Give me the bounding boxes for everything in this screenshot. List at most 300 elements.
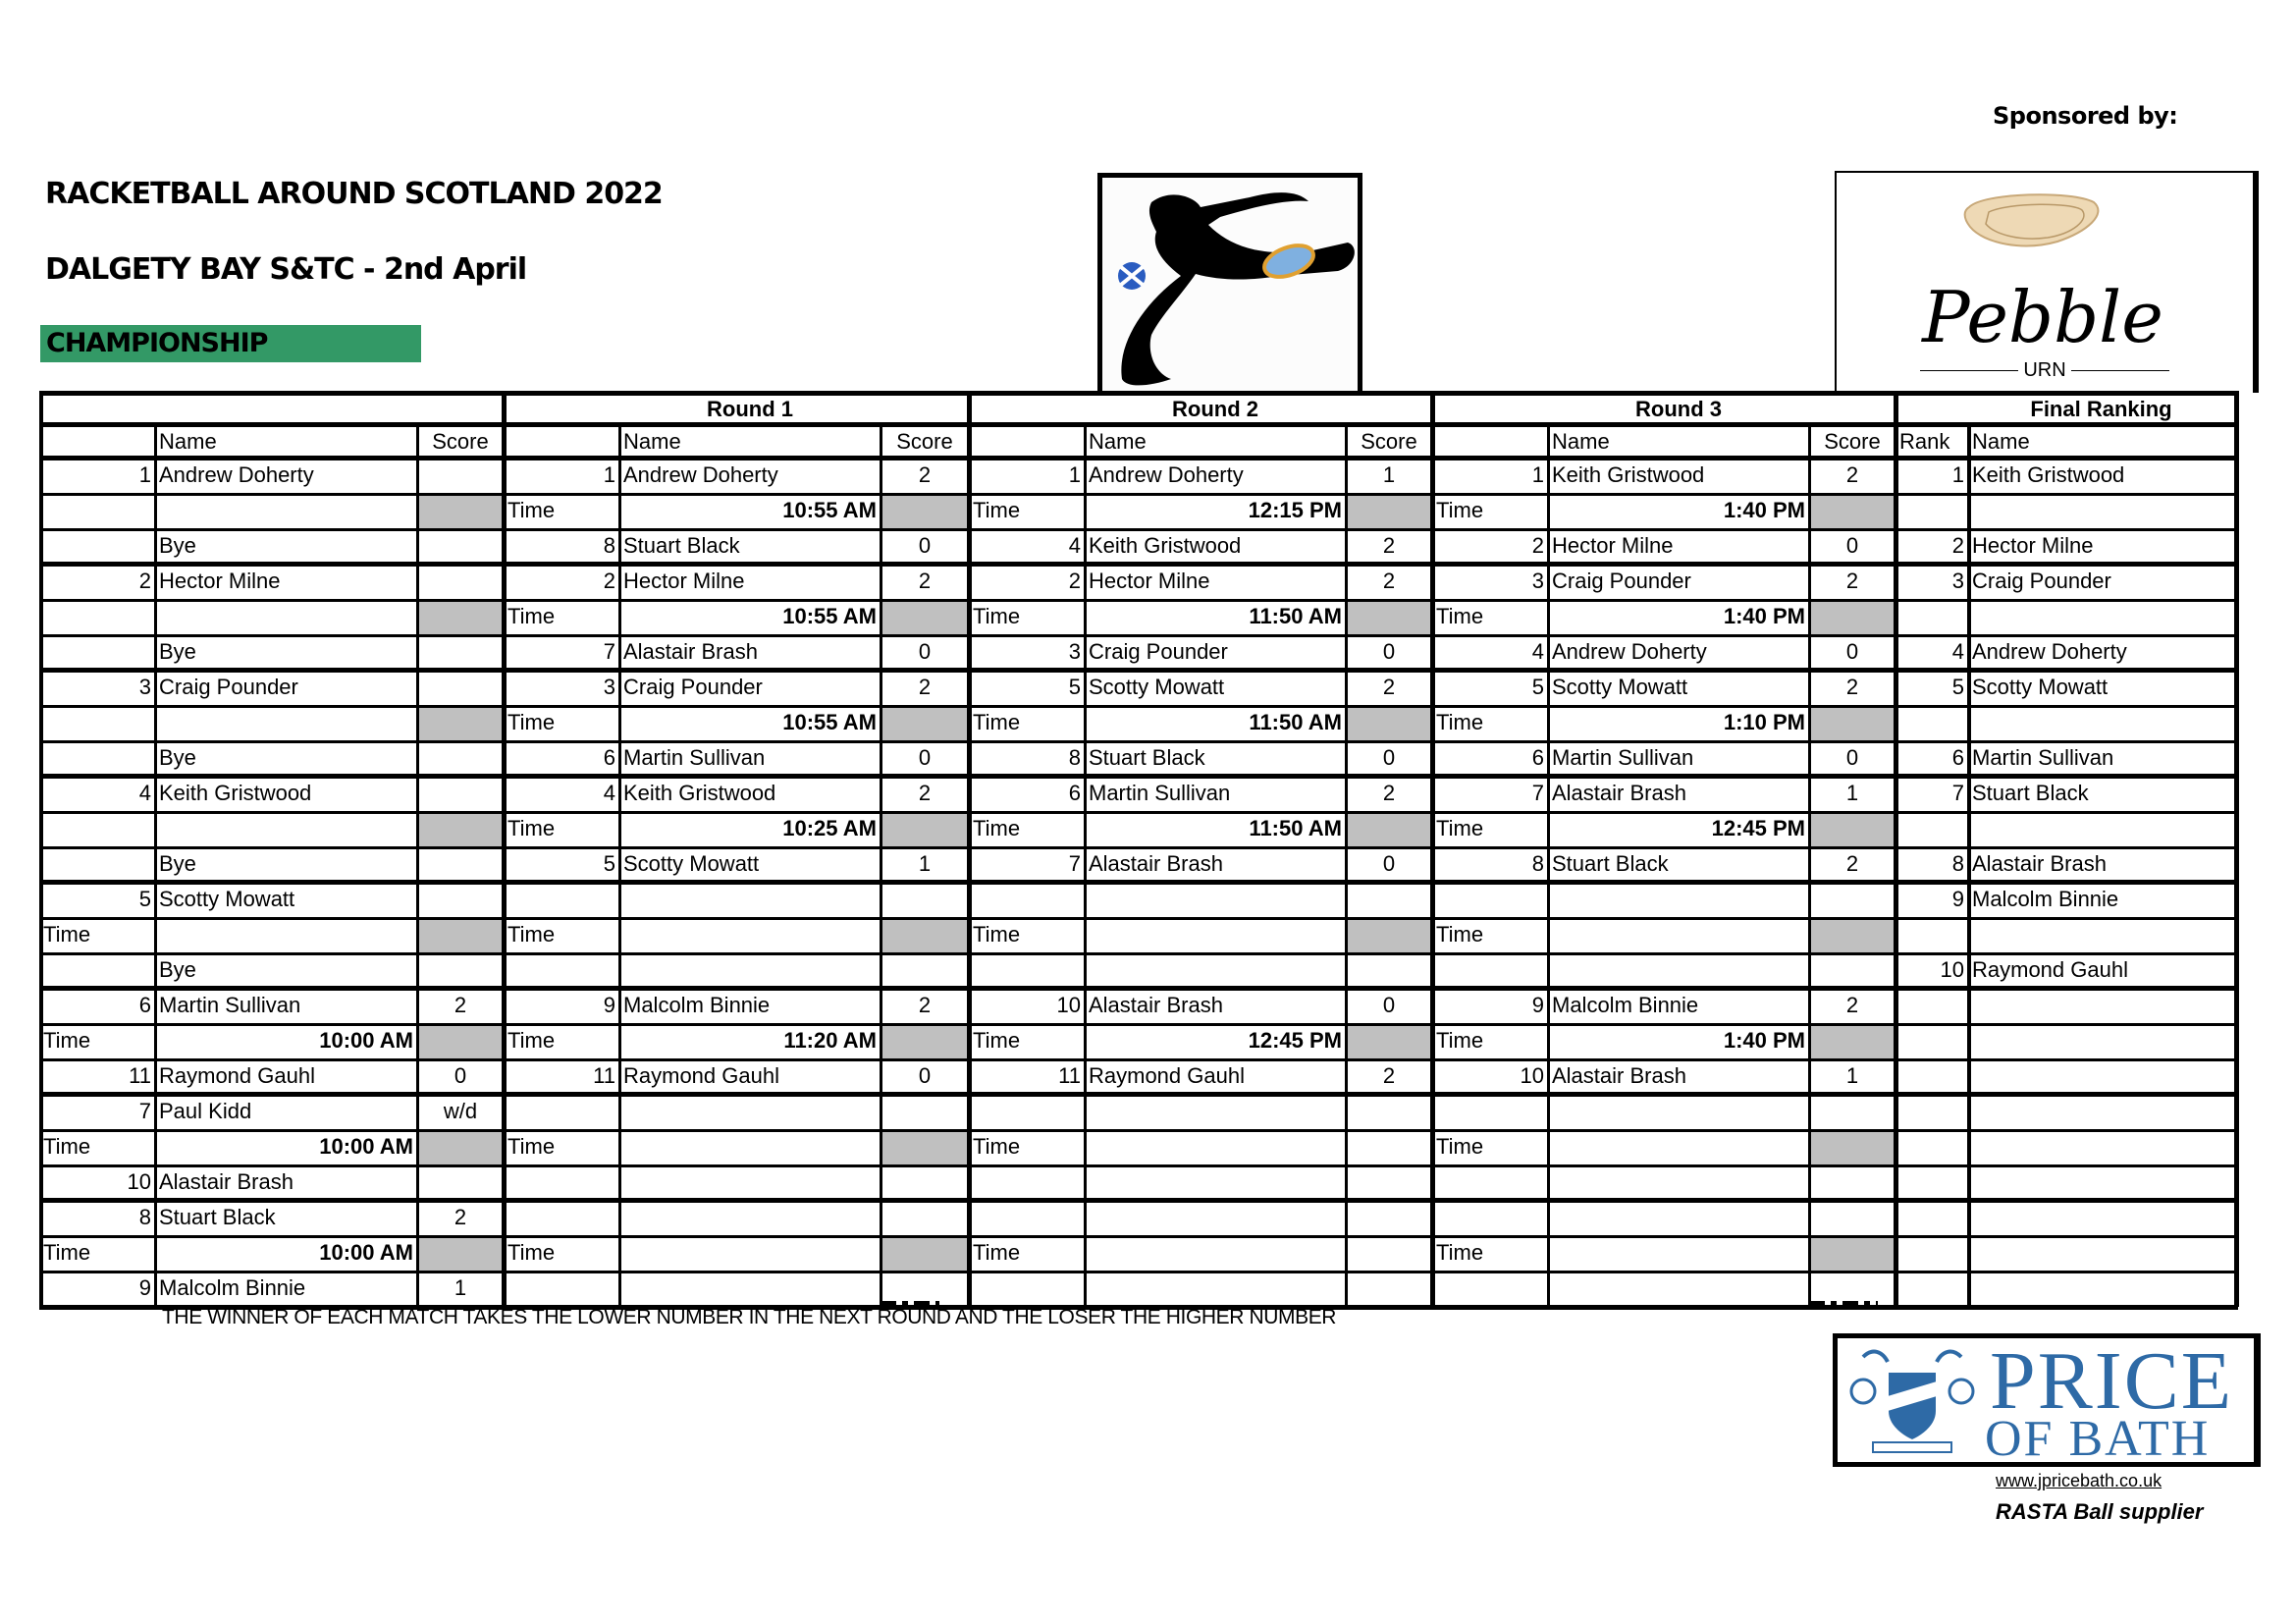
match-time[interactable]: 10:00 AM: [319, 1028, 413, 1053]
player-score[interactable]: 2: [1382, 1063, 1396, 1088]
final-ranking-name: Stuart Black: [1972, 781, 2089, 805]
seed-number: 9: [603, 993, 615, 1017]
player-name[interactable]: [619, 1165, 881, 1201]
player-score[interactable]: [1809, 953, 1896, 989]
time-label: Time: [973, 498, 1021, 522]
time-label: Time: [1436, 498, 1484, 522]
final-rank: [1896, 706, 1968, 741]
player-score[interactable]: 0: [918, 1063, 932, 1088]
score-column-header: Score: [896, 429, 953, 454]
match-time[interactable]: [619, 918, 881, 953]
pebble-urn-label: [1837, 359, 2253, 382]
match-time[interactable]: 10:55 AM: [782, 604, 877, 628]
match-time[interactable]: 12:15 PM: [1248, 498, 1342, 522]
player-score[interactable]: [417, 635, 504, 671]
player-score[interactable]: 0: [454, 1063, 467, 1088]
seed-number: [504, 1165, 619, 1201]
final-ranking-name: [1968, 1272, 2234, 1307]
seed-number: 1: [1068, 462, 1081, 487]
player-name[interactable]: [1085, 883, 1346, 918]
player-name[interactable]: Alastair Brash: [1552, 781, 1686, 805]
final-rank: [1896, 494, 1968, 529]
final-ranking-name: [1968, 1095, 2234, 1130]
seed-number: 3: [1068, 639, 1081, 664]
seed-number: 5: [1531, 675, 1544, 699]
seed-number: 7: [603, 639, 615, 664]
player-score[interactable]: 2: [1382, 675, 1396, 699]
player-name[interactable]: Scotty Mowatt: [1552, 675, 1688, 699]
match-time[interactable]: [155, 600, 417, 635]
final-ranking-name: [1968, 812, 2234, 847]
player-name[interactable]: [1085, 1165, 1346, 1201]
final-ranking-name: Malcolm Binnie: [1972, 887, 2119, 911]
time-label: Time: [507, 922, 556, 947]
player-name[interactable]: [619, 1095, 881, 1130]
grid-line: [39, 705, 2238, 708]
player-name[interactable]: Martin Sullivan: [1089, 781, 1231, 805]
score-blank-cell: [882, 1238, 968, 1271]
score-blank-cell: [419, 708, 503, 740]
player-name[interactable]: [619, 883, 881, 918]
seed-number: 11: [129, 1063, 151, 1088]
name-column-header: Name: [1552, 429, 1610, 454]
player-score[interactable]: [417, 565, 504, 600]
seed-number: [504, 1201, 619, 1236]
player-name[interactable]: Craig Pounder: [159, 675, 298, 699]
match-time[interactable]: 1:40 PM: [1723, 1028, 1805, 1053]
seed-number: 11: [593, 1063, 615, 1088]
player-score[interactable]: 1: [918, 851, 932, 876]
player-score[interactable]: [417, 953, 504, 989]
seed-number: 5: [603, 851, 615, 876]
player-name[interactable]: Martin Sullivan: [159, 993, 301, 1017]
player-name[interactable]: Bye: [159, 639, 196, 664]
player-score[interactable]: [881, 1095, 969, 1130]
player-name[interactable]: [1085, 1095, 1346, 1130]
match-time[interactable]: 10:00 AM: [319, 1240, 413, 1265]
player-name[interactable]: Craig Pounder: [623, 675, 763, 699]
final-ranking-name: Andrew Doherty: [1972, 639, 2127, 664]
svg-text:Pebble: Pebble: [1922, 276, 2163, 358]
seed-number: 8: [138, 1205, 151, 1229]
seed-number: [504, 953, 619, 989]
score-blank-cell: [882, 814, 968, 846]
player-score[interactable]: [881, 1201, 969, 1236]
match-time[interactable]: 10:55 AM: [782, 498, 877, 522]
seed-number: [39, 847, 155, 883]
seed-number: 2: [603, 568, 615, 593]
seed-number: [1432, 1165, 1548, 1201]
score-column-header: Score: [432, 429, 489, 454]
grid-line: [39, 562, 2238, 567]
player-score[interactable]: [881, 883, 969, 918]
seed-number: 6: [138, 993, 151, 1017]
player-name[interactable]: Bye: [159, 851, 196, 876]
player-score[interactable]: [417, 671, 504, 706]
grid-line: [1547, 425, 1550, 1307]
player-name[interactable]: Stuart Black: [1089, 745, 1205, 770]
match-time[interactable]: [1548, 918, 1809, 953]
player-score[interactable]: 2: [918, 568, 932, 593]
final-ranking-name: Keith Gristwood: [1972, 462, 2125, 487]
time-label: Time: [1436, 922, 1484, 947]
player-name[interactable]: Scotty Mowatt: [159, 887, 295, 911]
seed-number: [969, 1201, 1085, 1236]
player-score[interactable]: [1346, 883, 1432, 918]
score-blank-cell: [1811, 1238, 1895, 1271]
pebble-logo-icon: [1837, 173, 2249, 359]
score-blank-cell: [1811, 1132, 1895, 1164]
grid-line: [39, 634, 2238, 637]
player-score[interactable]: 0: [918, 745, 932, 770]
grid-line: [39, 917, 2238, 920]
player-name[interactable]: Stuart Black: [623, 533, 740, 558]
score-blank-cell: [1811, 496, 1895, 528]
seed-number: [1432, 1272, 1548, 1307]
final-rank: 6: [1951, 745, 1964, 770]
player-score[interactable]: 0: [1382, 745, 1396, 770]
seed-number: 9: [1531, 993, 1544, 1017]
name-column-header: Name: [159, 429, 217, 454]
bracket-table: [39, 391, 2262, 1308]
player-score[interactable]: 0: [1382, 993, 1396, 1017]
match-time[interactable]: [155, 494, 417, 529]
time-label: Time: [1436, 1240, 1484, 1265]
match-time[interactable]: 11:50 AM: [1249, 710, 1342, 734]
player-name[interactable]: Scotty Mowatt: [1089, 675, 1225, 699]
final-ranking-name: [1968, 600, 2234, 635]
final-rank: 2: [1951, 533, 1964, 558]
time-label: Time: [43, 1134, 91, 1159]
player-score[interactable]: 2: [1845, 462, 1859, 487]
player-name[interactable]: [619, 1201, 881, 1236]
player-score[interactable]: 2: [1845, 675, 1859, 699]
final-ranking-name: [1968, 1059, 2234, 1095]
time-label: Time: [1436, 604, 1484, 628]
match-time[interactable]: [1548, 1236, 1809, 1272]
player-score[interactable]: 1: [1845, 1063, 1859, 1088]
seed-number: 9: [138, 1275, 151, 1300]
player-score[interactable]: [417, 741, 504, 777]
final-rank: [1896, 600, 1968, 635]
sponsor-website-link[interactable]: www.jpricebath.co.uk: [1996, 1471, 2163, 1490]
player-score[interactable]: [417, 883, 504, 918]
player-score[interactable]: 1: [454, 1275, 467, 1300]
player-name[interactable]: Raymond Gauhl: [1089, 1063, 1245, 1088]
player-score[interactable]: [1346, 1272, 1432, 1307]
player-score[interactable]: 2: [454, 993, 467, 1017]
rank-column-header: Rank: [1899, 429, 1950, 454]
grid-line: [39, 1271, 2238, 1273]
player-score[interactable]: 2: [918, 781, 932, 805]
player-name[interactable]: Andrew Doherty: [1552, 639, 1707, 664]
player-name[interactable]: [1548, 1201, 1809, 1236]
player-name[interactable]: [619, 1272, 881, 1307]
player-name[interactable]: Malcolm Binnie: [1552, 993, 1699, 1017]
player-name[interactable]: Alastair Brash: [159, 1169, 294, 1194]
racketball-logo: [1097, 173, 1362, 391]
match-time[interactable]: [1085, 1236, 1346, 1272]
player-name[interactable]: Alastair Brash: [1089, 851, 1223, 876]
player-score[interactable]: [881, 953, 969, 989]
final-rank: [1896, 1130, 1968, 1165]
player-score[interactable]: [1809, 1201, 1896, 1236]
event-subtitle: DALGETY BAY S&TC - 2nd April: [45, 252, 527, 287]
player-score[interactable]: 2: [1845, 851, 1859, 876]
score-blank-cell: [1811, 920, 1895, 952]
round-header: Final Ranking: [2030, 397, 2172, 421]
grid-line: [1967, 425, 1971, 1307]
final-rank: 3: [1951, 568, 1964, 593]
time-label: Time: [507, 1028, 556, 1053]
time-label: Time: [507, 710, 556, 734]
player-name[interactable]: Bye: [159, 533, 196, 558]
time-label: Time: [973, 1028, 1021, 1053]
match-time[interactable]: 1:40 PM: [1723, 604, 1805, 628]
score-blank-cell: [419, 814, 503, 846]
player-score[interactable]: [1346, 1165, 1432, 1201]
player-score[interactable]: 2: [1382, 781, 1396, 805]
player-score[interactable]: [417, 847, 504, 883]
bracket-dash: [417, 986, 498, 991]
grid-line: [39, 880, 2238, 885]
player-name[interactable]: Raymond Gauhl: [159, 1063, 315, 1088]
seed-number: 4: [1068, 533, 1081, 558]
time-label: Time: [43, 922, 91, 947]
player-name[interactable]: [1548, 953, 1809, 989]
player-name[interactable]: [1085, 953, 1346, 989]
time-label: Time: [1436, 816, 1484, 840]
player-name[interactable]: [1548, 883, 1809, 918]
seed-number: 3: [138, 675, 151, 699]
player-name[interactable]: Bye: [159, 957, 196, 982]
match-time[interactable]: [619, 1130, 881, 1165]
player-score[interactable]: 0: [918, 533, 932, 558]
grid-line: [39, 1023, 2238, 1026]
player-score[interactable]: 2: [454, 1205, 467, 1229]
player-name[interactable]: [1085, 1201, 1346, 1236]
player-score[interactable]: 2: [1382, 568, 1396, 593]
seed-number: 1: [138, 462, 151, 487]
seed-number: [39, 635, 155, 671]
match-time[interactable]: 10:55 AM: [782, 710, 877, 734]
time-label: Time: [973, 1240, 1021, 1265]
grid-line: [39, 952, 2238, 955]
seed-number: 7: [1068, 851, 1081, 876]
match-time[interactable]: 12:45 PM: [1711, 816, 1805, 840]
bracket-dash: [1432, 562, 1809, 567]
grid-line: [1808, 425, 1811, 1307]
match-time[interactable]: [1085, 918, 1346, 953]
player-name[interactable]: Keith Gristwood: [1089, 533, 1242, 558]
match-time[interactable]: [155, 918, 417, 953]
player-name[interactable]: Alastair Brash: [1552, 1063, 1686, 1088]
player-name[interactable]: Andrew Doherty: [1089, 462, 1244, 487]
player-name[interactable]: Hector Milne: [1089, 568, 1210, 593]
grid-line: [154, 425, 157, 1307]
match-time[interactable]: [1085, 1130, 1346, 1165]
player-name[interactable]: Andrew Doherty: [159, 462, 314, 487]
player-name[interactable]: Martin Sullivan: [1552, 745, 1694, 770]
match-time[interactable]: 1:40 PM: [1723, 498, 1805, 522]
seed-number: [1432, 883, 1548, 918]
match-time[interactable]: [619, 1236, 881, 1272]
grid-line: [1084, 425, 1087, 1307]
player-score[interactable]: [417, 529, 504, 565]
player-score[interactable]: [1809, 883, 1896, 918]
player-name[interactable]: Stuart Black: [159, 1205, 276, 1229]
player-score[interactable]: 0: [1845, 745, 1859, 770]
final-ranking-name: [1968, 1201, 2234, 1236]
time-label: Time: [973, 816, 1021, 840]
seed-number: 7: [138, 1099, 151, 1123]
match-time[interactable]: 10:00 AM: [319, 1134, 413, 1159]
match-time[interactable]: [155, 706, 417, 741]
seed-number: 3: [1531, 568, 1544, 593]
player-score[interactable]: w/d: [443, 1099, 478, 1123]
grid-line: [1345, 425, 1348, 1307]
player-name[interactable]: Malcolm Binnie: [623, 993, 771, 1017]
player-name[interactable]: [1548, 1272, 1809, 1307]
player-name[interactable]: Alastair Brash: [623, 639, 758, 664]
score-blank-cell: [882, 496, 968, 528]
match-time[interactable]: 1:10 PM: [1723, 710, 1805, 734]
grid-line: [39, 422, 2238, 427]
player-name[interactable]: Bye: [159, 745, 196, 770]
player-name[interactable]: Andrew Doherty: [623, 462, 778, 487]
price-of-bath-logo: [1833, 1333, 2261, 1467]
final-ranking-name: Raymond Gauhl: [1972, 957, 2128, 982]
score-blank-cell: [1348, 708, 1431, 740]
player-name[interactable]: Paul Kidd: [159, 1099, 252, 1123]
match-time[interactable]: 11:20 AM: [783, 1028, 877, 1053]
match-time[interactable]: [155, 812, 417, 847]
player-name[interactable]: Keith Gristwood: [159, 781, 312, 805]
seed-number: 7: [1531, 781, 1544, 805]
player-name[interactable]: Craig Pounder: [1089, 639, 1228, 664]
score-column-header: Score: [1361, 429, 1417, 454]
player-score[interactable]: 2: [1845, 993, 1859, 1017]
bracket-dash: [502, 883, 506, 1024]
final-ranking-name: [1968, 706, 2234, 741]
player-name[interactable]: [1085, 1272, 1346, 1307]
player-score[interactable]: [1809, 1095, 1896, 1130]
player-score[interactable]: 0: [1382, 851, 1396, 876]
grid-line: [39, 1235, 2238, 1238]
player-score[interactable]: 2: [1382, 533, 1396, 558]
final-rank: 4: [1951, 639, 1964, 664]
match-time[interactable]: 11:50 AM: [1249, 816, 1342, 840]
seed-number: 8: [1531, 851, 1544, 876]
grid-line: [39, 1058, 2238, 1061]
player-score[interactable]: 1: [1382, 462, 1396, 487]
player-score[interactable]: 2: [918, 993, 932, 1017]
time-label: Time: [43, 1028, 91, 1053]
player-name[interactable]: [1548, 1165, 1809, 1201]
seed-number: [1432, 1095, 1548, 1130]
player-name[interactable]: Keith Gristwood: [623, 781, 776, 805]
bracket-dash: [1809, 1301, 1878, 1306]
player-score[interactable]: 1: [1845, 781, 1859, 805]
score-blank-cell: [419, 1026, 503, 1058]
grid-line: [880, 425, 882, 1307]
score-blank-cell: [1811, 708, 1895, 740]
player-name[interactable]: Malcolm Binnie: [159, 1275, 306, 1300]
final-ranking-name: [1968, 1130, 2234, 1165]
grid-line: [39, 1198, 2238, 1203]
grid-line: [502, 391, 507, 1307]
seed-number: [39, 953, 155, 989]
player-name[interactable]: Keith Gristwood: [1552, 462, 1705, 487]
player-score[interactable]: [1809, 1165, 1896, 1201]
seed-number: 5: [1068, 675, 1081, 699]
match-time[interactable]: 10:25 AM: [782, 816, 877, 840]
seed-number: 6: [603, 745, 615, 770]
grid-line: [618, 425, 621, 1307]
player-score[interactable]: 0: [918, 639, 932, 664]
player-score[interactable]: [881, 1165, 969, 1201]
player-score[interactable]: 2: [1845, 568, 1859, 593]
pebble-urn-logo: [1835, 171, 2259, 393]
grid-line: [39, 599, 2238, 602]
player-score[interactable]: 2: [918, 462, 932, 487]
player-name[interactable]: Craig Pounder: [1552, 568, 1691, 593]
page-title: RACKETBALL AROUND SCOTLAND 2022: [45, 177, 663, 211]
player-score[interactable]: [1346, 1201, 1432, 1236]
seed-number: 6: [1531, 745, 1544, 770]
player-name[interactable]: Martin Sullivan: [623, 745, 766, 770]
match-time[interactable]: 12:45 PM: [1248, 1028, 1342, 1053]
score-blank-cell: [882, 708, 968, 740]
player-score[interactable]: [417, 1165, 504, 1201]
player-name[interactable]: Scotty Mowatt: [623, 851, 760, 876]
player-name[interactable]: Raymond Gauhl: [623, 1063, 779, 1088]
player-name[interactable]: Stuart Black: [1552, 851, 1669, 876]
seed-number: 8: [603, 533, 615, 558]
grid-line: [39, 1092, 2238, 1097]
grid-line: [39, 846, 2238, 849]
player-name[interactable]: [1548, 1095, 1809, 1130]
player-name[interactable]: Hector Milne: [159, 568, 281, 593]
seed-number: 4: [1531, 639, 1544, 664]
player-score[interactable]: [417, 459, 504, 494]
player-score[interactable]: 0: [1845, 533, 1859, 558]
grid-line: [39, 986, 2238, 991]
player-name[interactable]: Hector Milne: [623, 568, 745, 593]
match-time[interactable]: [1548, 1130, 1809, 1165]
time-label: Time: [43, 1240, 91, 1265]
player-name[interactable]: Alastair Brash: [1089, 993, 1223, 1017]
grid-line: [39, 740, 2238, 743]
player-score[interactable]: [417, 777, 504, 812]
player-score[interactable]: 2: [918, 675, 932, 699]
name-column-header: Name: [1972, 429, 2030, 454]
seed-number: [39, 529, 155, 565]
time-label: Time: [973, 922, 1021, 947]
player-score[interactable]: 0: [1382, 639, 1396, 664]
player-name[interactable]: [619, 953, 881, 989]
grid-line: [1430, 391, 1435, 1307]
match-time[interactable]: 11:50 AM: [1249, 604, 1342, 628]
name-column-header: Name: [1089, 429, 1147, 454]
time-label: Time: [507, 1240, 556, 1265]
seed-number: 4: [603, 781, 615, 805]
player-score[interactable]: 0: [1845, 639, 1859, 664]
final-rank: [1896, 1024, 1968, 1059]
player-score[interactable]: [1346, 953, 1432, 989]
player-name[interactable]: Hector Milne: [1552, 533, 1674, 558]
player-score[interactable]: [1346, 1095, 1432, 1130]
